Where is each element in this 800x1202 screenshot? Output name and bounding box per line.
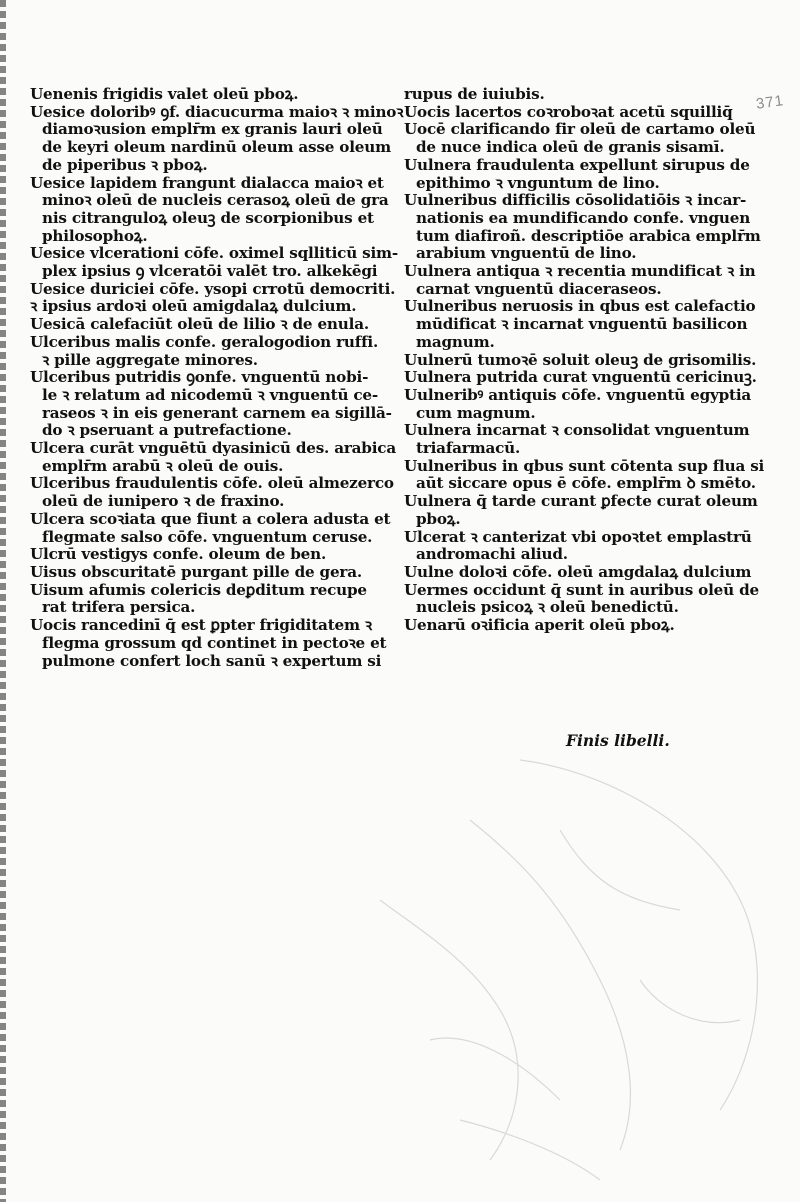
text-line: Ulcera curāt vnguētū dyasinicū des. arabica — [30, 440, 396, 458]
left-column — [30, 86, 405, 670]
left-column-entry — [30, 86, 405, 104]
right-column-entry — [404, 121, 770, 156]
right-column-entry — [404, 564, 770, 582]
left-column-entry — [30, 440, 405, 475]
text-line: Uenarū oꝛificia aperit oleū pboꝝ. — [404, 617, 675, 635]
left-column-entry — [30, 175, 405, 246]
text-line: Uesice doloribꝰ ꝯf. diacucurma maioꝛ ꝛ minoꝛ — [30, 103, 404, 121]
text-line: Ulcera scoꝛiata que fiunt a colera adusta et — [30, 510, 391, 528]
colophon: Finis libelli. — [566, 731, 670, 750]
text-line: philosophoꝝ. — [42, 227, 148, 245]
right-column-entry — [404, 192, 770, 263]
right-column-entry — [404, 369, 770, 387]
text-line: ꝛ ipsius ardoꝛi oleū amigdalaꝝ dulcium. — [30, 298, 357, 316]
text-line: Uulne doloꝛi cōfe. oleū amgdalaꝝ dulcium — [404, 563, 752, 581]
right-column-entry — [404, 458, 770, 493]
left-column-entry — [30, 475, 405, 510]
text-line: Ulceribus fraudulentis cōfe. oleū almezerco — [30, 475, 394, 493]
text-line: Uulneribꝰ antiquis cōfe. vnguentū egyptia — [404, 386, 752, 404]
text-line: Uulneribus neruosis in qbus est calefactio — [404, 298, 756, 316]
right-column-entry — [404, 529, 770, 564]
text-line: Uesicā calefaciūt oleū de lilio ꝛ de enula. — [30, 316, 369, 334]
text-line: tum diafiroñ. descriptiōe arabica emplr̄m — [416, 227, 761, 245]
text-line: Ulceribus malis confe. geralogodion ruffi. — [30, 333, 379, 351]
text-line: do ꝛ pseruant a putrefactione. — [42, 422, 292, 440]
text-line: Uulnera incarnat ꝛ consolidat vnguentum — [404, 422, 750, 440]
text-line: mūdificat ꝛ incarnat vnguentū basilicon — [416, 316, 748, 334]
text-line: diamoꝛusion emplr̄m ex granis lauri oleū — [42, 121, 383, 139]
text-line: raseos ꝛ in eis generant carnem ea sigillā- — [42, 404, 392, 422]
text-line: Uulnera q̄ tarde curant ꝑfecte curat oleum — [404, 493, 758, 511]
right-column — [404, 86, 770, 635]
text-line: le ꝛ relatum ad nicodemū ꝛ vnguentū ce- — [42, 386, 378, 404]
right-column-entry — [404, 104, 770, 122]
text-line: Uulneribus in qbus sunt cōtenta sup flua si — [404, 457, 765, 475]
text-line: Uermes occidunt q̄ sunt in auribus oleū de — [404, 581, 759, 599]
left-column-entry — [30, 582, 405, 617]
text-line: Uesice duriciei cōfe. ysopi crrotū democriti. — [30, 280, 396, 298]
left-column-entry — [30, 546, 405, 564]
text-line: arabium vnguentū de lino. — [416, 245, 637, 263]
text-line: de nuce indica oleū de granis sisamī. — [416, 139, 725, 157]
left-column-entry — [30, 564, 405, 582]
right-column-entry — [404, 86, 770, 104]
text-line: rat trifera persica. — [42, 599, 196, 617]
right-column-entry — [404, 157, 770, 192]
left-column-entry — [30, 334, 405, 369]
text-line: Uulnera putrida curat vnguentū cericinuꝫ. — [404, 369, 757, 387]
text-line: nucleis psicoꝝ ꝛ oleū benedictū. — [416, 599, 679, 617]
right-column-entry — [404, 582, 770, 617]
text-line: Uisus obscuritatē purgant pille de gera. — [30, 563, 362, 581]
left-column-entry — [30, 369, 405, 440]
text-line: Uenenis frigidis valet oleū pboꝝ. — [30, 86, 299, 103]
text-line: nis citranguloꝝ oleuꝫ de scorpionibus et — [42, 209, 374, 227]
text-line: Uulnerū tumoꝛē soluit oleuꝫ de grisomilis. — [404, 351, 757, 369]
text-line: flegmate salso cōfe. vnguentum ceruse. — [42, 528, 373, 546]
folio-number: 371 — [754, 92, 786, 113]
text-line: Uesice vlcerationi cōfe. oximel sqlliticū sim- — [30, 245, 399, 263]
text-line: de keyri oleum nardinū oleum asse oleum — [42, 139, 391, 157]
right-column-entry — [404, 263, 770, 298]
right-column-entry — [404, 387, 770, 422]
left-column-entry — [30, 298, 405, 316]
text-line: carnat vnguentū diaceraseos. — [416, 280, 662, 298]
text-line: Uocē clarificando fir oleū de cartamo oleū — [404, 121, 756, 139]
text-line: emplr̄m arabū ꝛ oleū de ouis. — [42, 457, 284, 475]
text-line: Uesice lapidem frangunt dialacca maioꝛ et — [30, 174, 384, 192]
text-line: Uulnera fraudulenta expellunt sirupus de — [404, 156, 750, 174]
text-line: Ulceribus putridis ꝯonfe. vnguentū nobi- — [30, 369, 369, 387]
page-edge-shadow — [0, 0, 6, 1202]
text-line: Uocis rancedinī q̄ est ꝑpter frigiditatem ꝛ — [30, 617, 372, 635]
text-line: cum magnum. — [416, 404, 536, 422]
text-line: ꝛ pille aggregate minores. — [42, 351, 258, 369]
left-column-entry — [30, 617, 405, 670]
text-line: aūt siccare opus ē cōfe. emplr̄m ꝺ smēto. — [416, 475, 756, 493]
text-line: rupus de iuiubis. — [404, 86, 545, 103]
text-line: de piperibus ꝛ pboꝝ. — [42, 156, 208, 174]
left-column-entry — [30, 281, 405, 299]
text-line: andromachi aliud. — [416, 546, 568, 564]
text-line: epithimo ꝛ vnguntum de lino. — [416, 174, 660, 192]
left-column-entry — [30, 104, 405, 175]
text-line: Ulcerat ꝛ canterizat vbi opoꝛtet emplastrū — [404, 528, 752, 546]
text-line: minoꝛ oleū de nucleis cerasoꝝ oleū de gra — [42, 192, 389, 210]
right-column-entry — [404, 422, 770, 457]
text-line: Uisum afumis colericis deꝑditum recupe — [30, 581, 367, 599]
text-line: oleū de iunipero ꝛ de fraxino. — [42, 493, 285, 511]
text-line: pboꝝ. — [416, 510, 461, 528]
text-line: Uulnera antiqua ꝛ recentia mundificat ꝛ in — [404, 263, 756, 281]
right-column-entry — [404, 493, 770, 528]
text-line: plex ipsius ꝯ vlceratōi valēt tro. alkekēgi — [42, 263, 378, 281]
text-line: pulmone confert loch sanū ꝛ expertum si — [42, 652, 382, 670]
right-column-entry — [404, 298, 770, 351]
text-line: triafarmacū. — [416, 440, 521, 458]
text-line: nationis ea mundificando confe. vnguen — [416, 209, 751, 227]
text-line: Ulcrū vestigys confe. oleum de ben. — [30, 546, 327, 564]
text-line: Uocis lacertos coꝛroboꝛat acetū squilliq̄ — [404, 103, 733, 121]
text-line: Uulneribus difficilis cōsolidatiōis ꝛ incar- — [404, 192, 747, 210]
text-line: magnum. — [416, 333, 495, 351]
right-column-entry — [404, 617, 770, 635]
text-line: flegma grossum qd continet in pectoꝛe et — [42, 634, 387, 652]
right-column-entry — [404, 352, 770, 370]
left-column-entry — [30, 316, 405, 334]
left-column-entry — [30, 511, 405, 546]
left-column-entry — [30, 245, 405, 280]
